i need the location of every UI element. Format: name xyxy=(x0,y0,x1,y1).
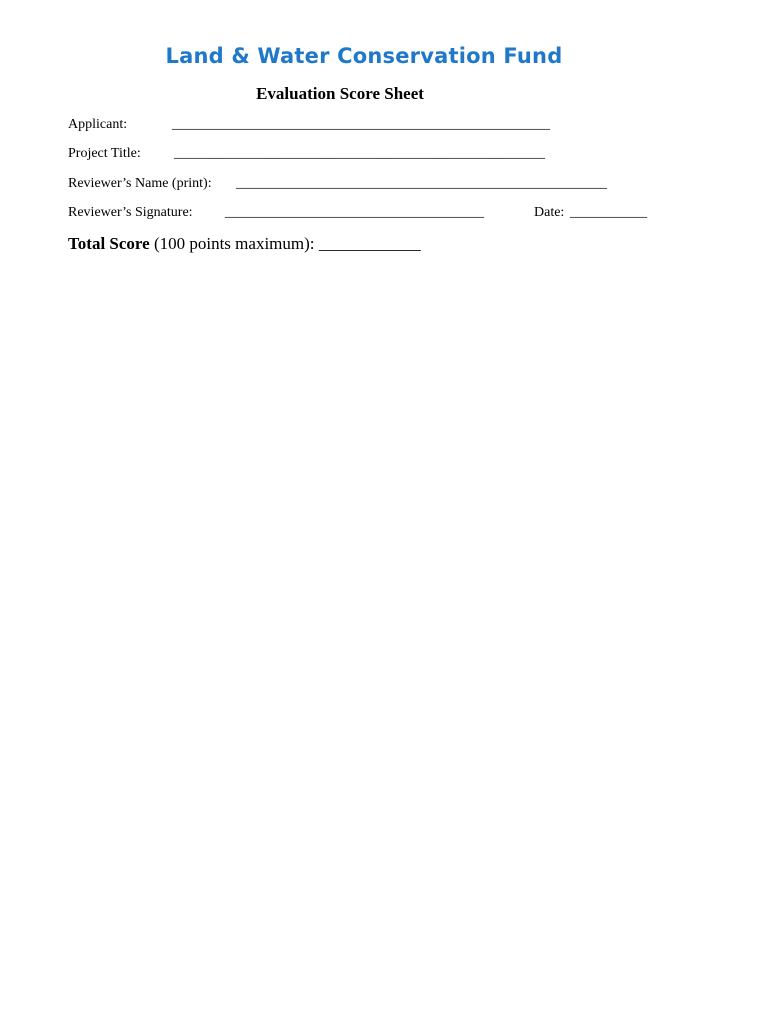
applicant-label: Applicant: xyxy=(68,117,128,132)
date-blank[interactable]: ___________ xyxy=(570,205,647,220)
total-score-blank[interactable]: ____________ xyxy=(318,234,421,253)
project-title-label: Project Title: xyxy=(68,146,141,161)
document-subtitle: Evaluation Score Sheet xyxy=(256,84,424,103)
reviewer-name-blank[interactable]: _____________________________________________________ xyxy=(236,176,607,191)
total-score-label: Total Score xyxy=(68,234,150,253)
total-score-row xyxy=(68,234,421,254)
reviewer-signature-blank[interactable]: _____________________________________ xyxy=(225,205,484,220)
total-score-qualifier: (100 points maximum): xyxy=(153,234,315,253)
date-label: Date: xyxy=(534,205,565,220)
reviewer-name-label: Reviewer’s Name (print): xyxy=(68,176,212,191)
reviewer-signature-label: Reviewer’s Signature: xyxy=(68,205,193,220)
applicant-blank[interactable]: ______________________________________________________ xyxy=(172,117,550,132)
project-title-blank[interactable]: _____________________________________________________ xyxy=(174,146,545,161)
document-title: Land & Water Conservation Fund xyxy=(165,44,563,68)
